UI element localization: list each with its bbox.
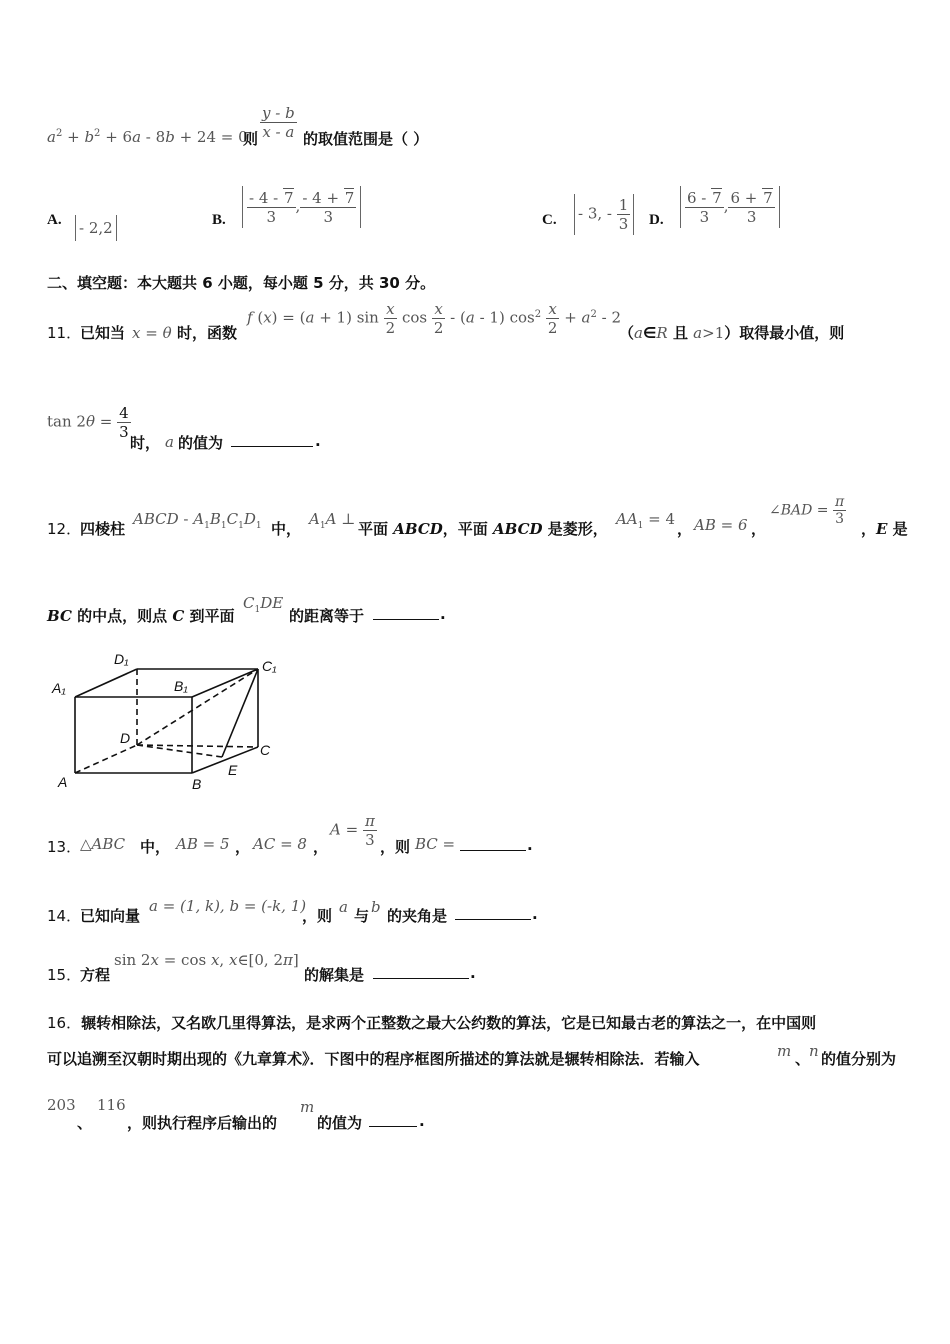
q13-end: . (527, 836, 533, 854)
q12-comma-2: ， (751, 520, 767, 538)
q15-end: . (470, 964, 476, 982)
q14-text-3: 与 (354, 907, 370, 925)
q12-comma-1: ， (677, 520, 693, 538)
option-b-value: $\frac{- 4 - 7}{3}$ , $\frac{- 4 + 7}{3}$ (242, 186, 361, 228)
q16-m: m (777, 1042, 792, 1060)
q12-text-1: 四棱柱 (80, 520, 126, 538)
q14-a: a (339, 898, 348, 916)
label-a1: A₁ (52, 680, 66, 696)
q11-text-1: 已知当 (80, 324, 126, 342)
q11-a: a (165, 433, 174, 451)
option-d-label: D. (649, 212, 664, 228)
q11-text-2: 时，函数 (177, 324, 238, 342)
q14-answer-blank[interactable] (455, 905, 531, 920)
q11-text-3: （a∈R 且 a>1）取得最小值，则 (619, 324, 845, 342)
q12-number: 12． (47, 520, 82, 538)
label-b1: B₁ (174, 678, 188, 694)
q11-number: 11． (47, 324, 82, 342)
q14-vectors: a = (1, k), b = (-k, 1) (149, 897, 307, 915)
q16-answer-blank[interactable] (369, 1112, 417, 1127)
q16-v2: 116 (97, 1096, 126, 1114)
q13-comma-2: ， (313, 838, 329, 856)
label-d1: D₁ (114, 651, 129, 667)
q11-cond: x = θ (132, 324, 172, 342)
question-15 (47, 950, 907, 990)
q14-end: . (532, 905, 538, 923)
q10-condition: $a^2 + b^2 + 6a - 8b + 24 = 0$ (47, 128, 248, 146)
edge-a1-d1 (75, 669, 137, 697)
q15-answer-blank[interactable] (373, 964, 469, 979)
q14-text-1: 已知向量 (80, 907, 141, 925)
label-c: C (260, 742, 271, 758)
q13-triangle: △ABC (80, 835, 126, 853)
question-13 (47, 810, 907, 860)
question-11 (47, 300, 907, 460)
q12-text-4: ，E 是 (861, 520, 908, 538)
q11-tan: tan 2θ = $\frac{4}{3}$ (47, 404, 129, 441)
q11-end: . (315, 432, 321, 450)
q16-v1: 203 (47, 1096, 76, 1114)
q16-line1: 16．辗转相除法，又名欧几里得算法，是求两个正整数之最大公约数的算法，它是已知最古老的算法之一，在中国则 (47, 1014, 817, 1032)
label-c1: C₁ (262, 658, 277, 674)
q16-end: . (419, 1112, 425, 1130)
q12-end: . (440, 605, 446, 623)
q16-m2: m (300, 1098, 315, 1116)
q13-text-1: 中， (140, 838, 171, 856)
q13-number: 13． (47, 838, 82, 856)
q14-number: 14． (47, 907, 82, 925)
question-12 (47, 490, 907, 630)
q12-prism: ABCD - $A_1B_1C_1D_1$ (133, 510, 262, 531)
label-a: A (58, 774, 68, 790)
q13-angle: A = $\frac{\pi}{3}$ (330, 812, 375, 849)
q12-text-2: 中， (271, 520, 302, 538)
q12-text-3: 平面 ABCD，平面 ABCD 是菱形， (358, 520, 608, 538)
question-16 (47, 1010, 917, 1140)
q16-line2b: 的值分别为 (821, 1050, 897, 1068)
option-a-label: A. (47, 212, 62, 228)
q11-function: f (x) = (a + 1) sin $\frac{x}{2}$ cos $\frac{x}{2}$ - (a - 1) $\cos^2$ $\frac{x}{2}$ + $a^2 - 2$ (247, 300, 622, 337)
q11-answer-blank[interactable] (231, 432, 313, 447)
q15-text-2: 的解集是 (304, 966, 365, 984)
option-d-value: $\frac{6 - 7}{3}$ , $\frac{6 + 7}{3}$ (680, 186, 780, 228)
label-d: D (120, 730, 131, 746)
q11-text-5: 时， (130, 434, 161, 452)
q15-text-1: 方程 (80, 966, 111, 984)
section-heading: 二、填空题：本大题共 6 小题，每小题 5 分，共 30 分。 (47, 274, 436, 292)
q13-text-2: ，则 (380, 838, 411, 856)
option-c-label: C. (542, 212, 557, 228)
q16-line2a: 可以追溯至汉朝时期出现的《九章算术》．下图中的程序框图所描述的算法就是辗转相除法．若输入 (47, 1050, 700, 1068)
q10-then: 则 (243, 130, 259, 148)
q16-line3b: 的值为 (317, 1114, 363, 1132)
q13-ac: AC = 8 (253, 835, 307, 853)
q14-text-2: ，则 (302, 907, 333, 925)
edge-d-c (137, 745, 258, 747)
q11-text-7: 的值为 (178, 434, 224, 452)
edge-a-d (75, 745, 137, 773)
option-b-label: B. (212, 212, 226, 228)
q12-ab: AB = 6 (694, 516, 748, 534)
option-c-value: - 3, - $\frac{1}{3}$ (574, 194, 634, 235)
q16-n: n (809, 1042, 819, 1060)
q10-ask: 的取值范围是（ ） (303, 130, 429, 148)
q15-equation: sin 2x = cos x, x∈[0, 2π] (114, 951, 299, 969)
q12-perp: $A_1A$ ⊥ (309, 510, 356, 531)
q15-number: 15． (47, 966, 82, 984)
q12-line2: BC 的中点，则点 C 到平面 (47, 607, 235, 625)
option-a-value: - 2,2 (75, 215, 117, 241)
prism-figure (40, 645, 290, 795)
q12-plane: $C_1DE$ (243, 594, 284, 615)
q16-sep: 、 (795, 1050, 811, 1068)
q12-line2-b: 的距离等于 (289, 607, 365, 625)
q13-ab: AB = 5 (176, 835, 230, 853)
q14-text-4: 的夹角是 (387, 907, 448, 925)
q13-answer-blank[interactable] (460, 836, 526, 851)
edge-d-c1 (137, 669, 258, 745)
q12-answer-blank[interactable] (373, 605, 439, 620)
q16-sep2: 、 (77, 1114, 93, 1132)
q10-fraction: $\frac{y - b}{x - a}$ (262, 104, 295, 141)
q14-b: b (371, 898, 381, 916)
q13-bc: BC = (415, 835, 456, 853)
q16-line3a: ，则执行程序后输出的 (127, 1114, 278, 1132)
q12-angle: ∠BAD = $\frac{\pi}{3}$ (769, 494, 845, 527)
q13-comma-1: ， (235, 838, 251, 856)
q12-aa1: $AA_1 = 4$ (616, 510, 676, 531)
question-14 (47, 892, 907, 932)
label-e: E (228, 762, 238, 778)
label-b: B (192, 776, 202, 792)
